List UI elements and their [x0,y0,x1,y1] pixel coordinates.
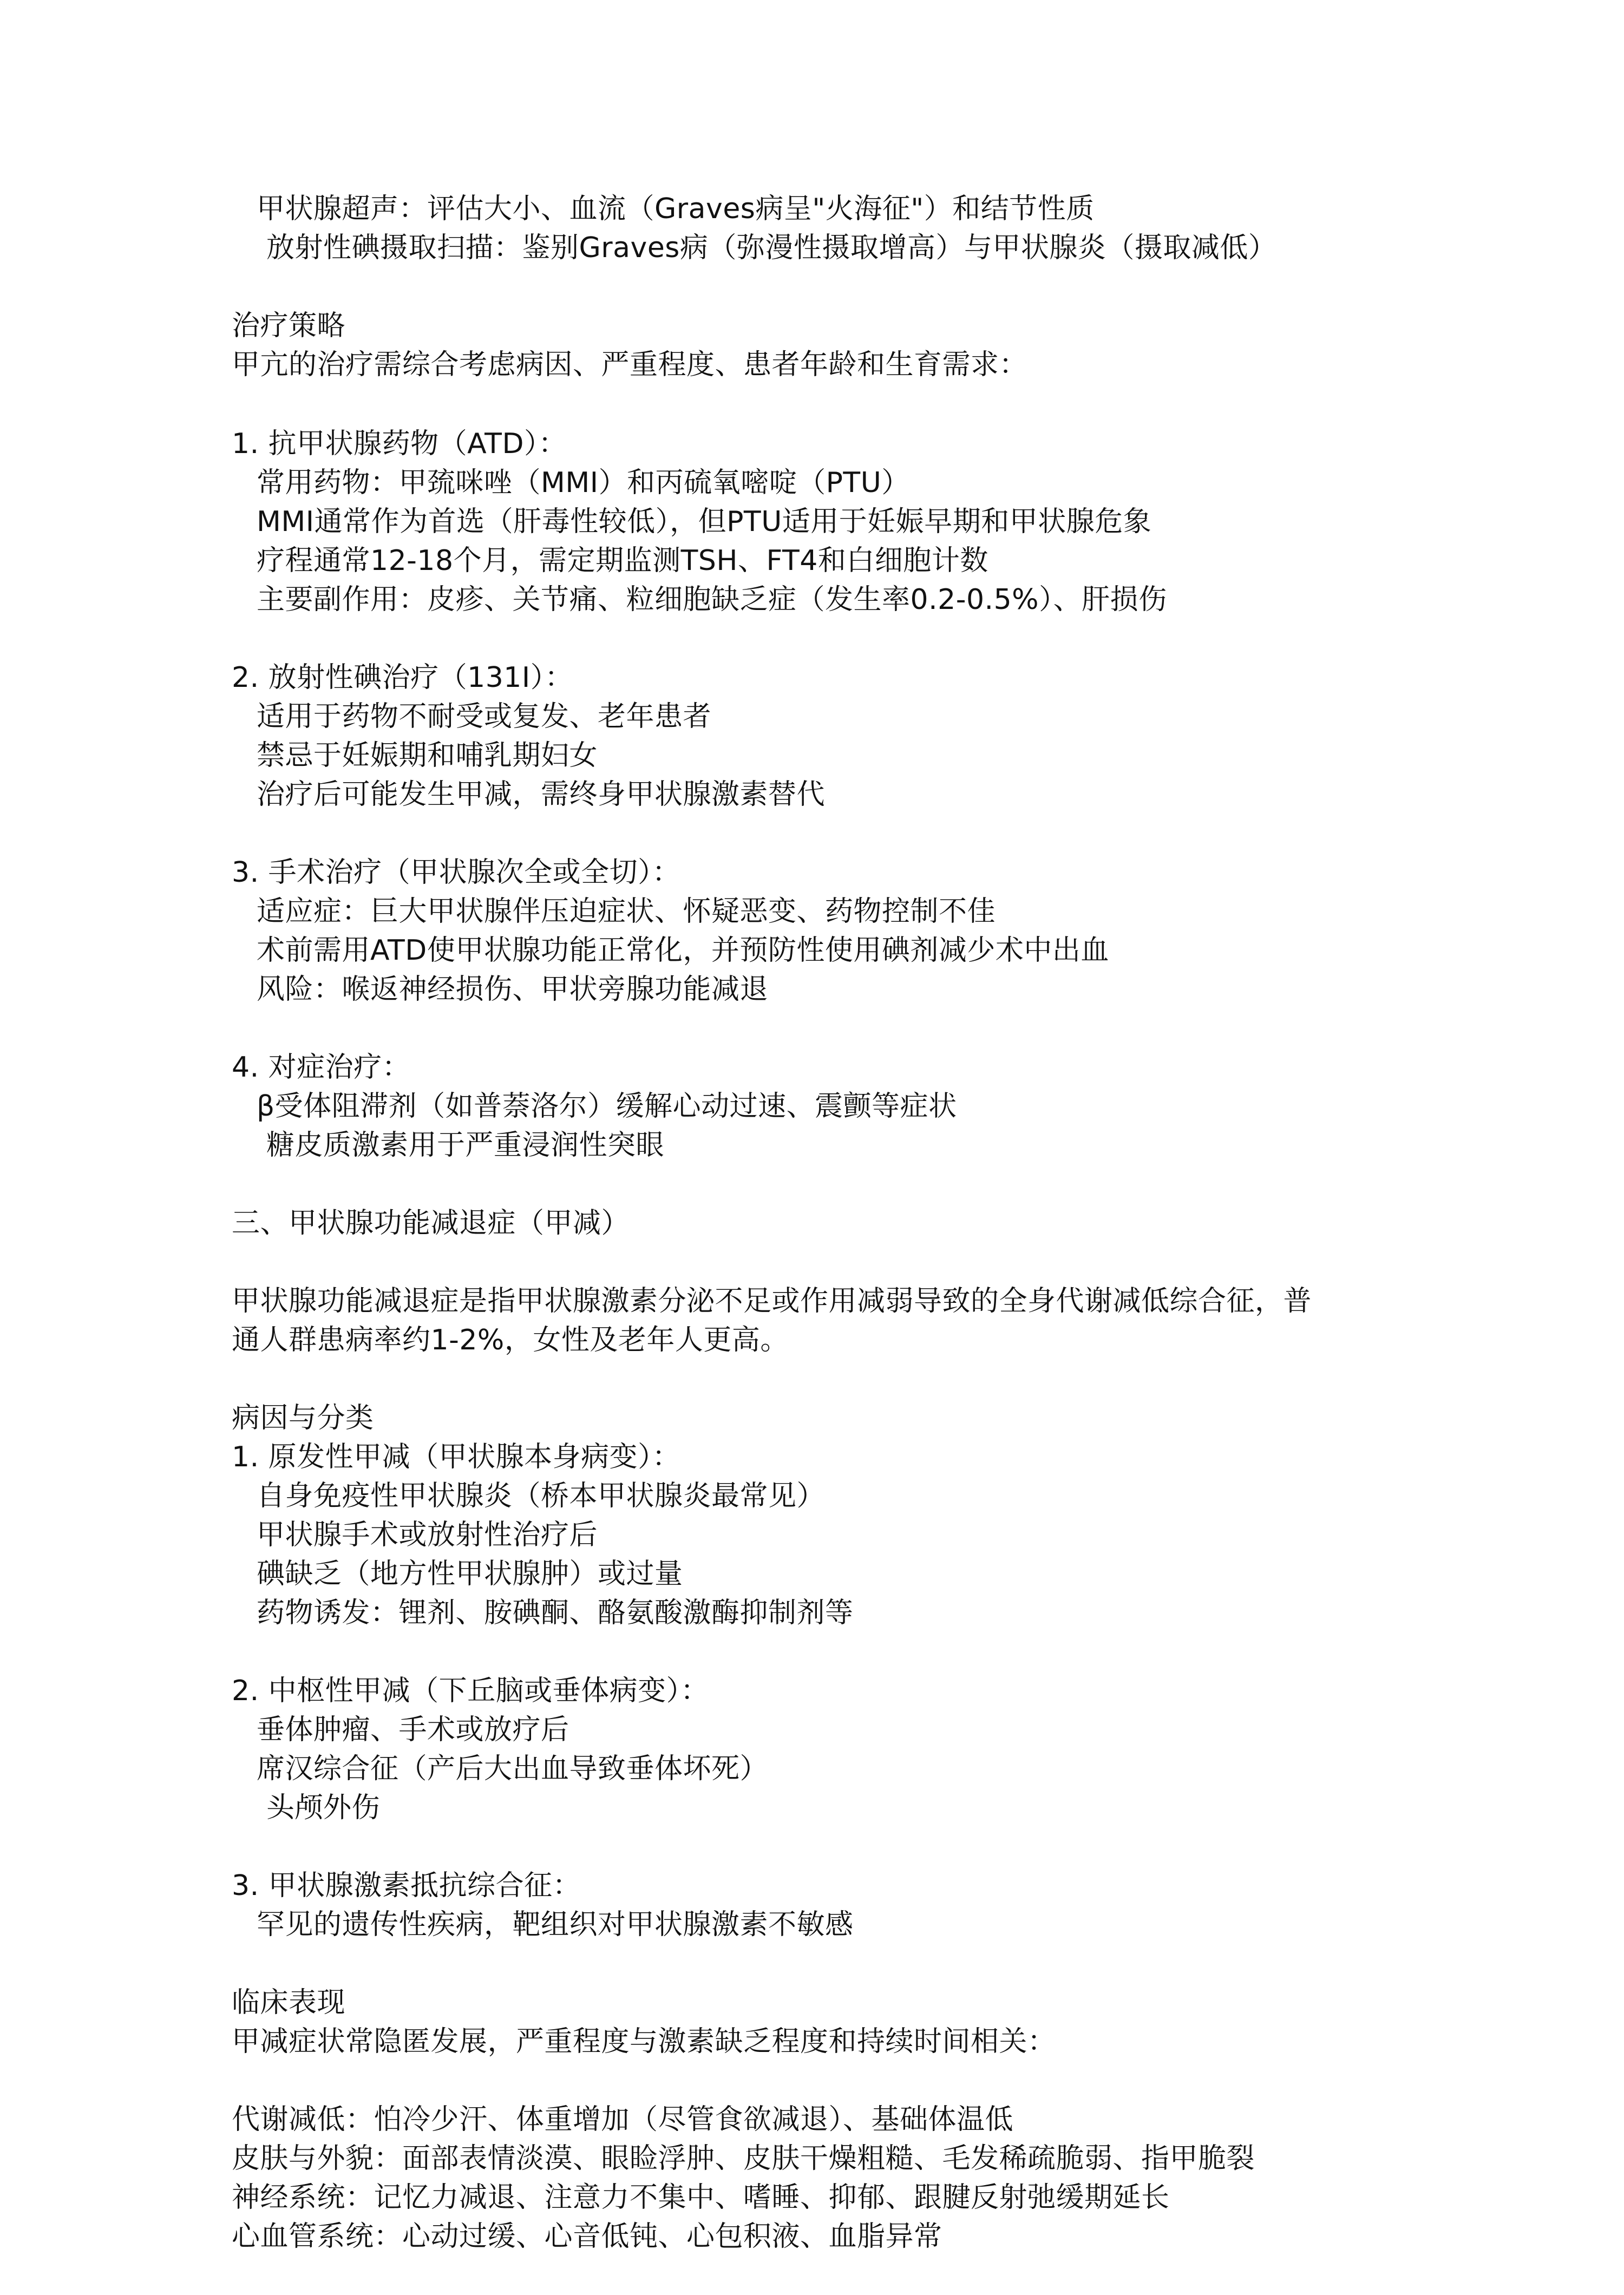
text-line: 甲状腺功能减退症是指甲状腺激素分泌不足或作用减弱导致的全身代谢减低综合征，普 [232,1285,1312,1317]
section-heading: 三、甲状腺功能减退症（甲减） [232,1207,630,1240]
list-item-heading: 1. 原发性甲减（甲状腺本身病变）： [232,1441,681,1473]
text-line: 甲减症状常隐匿发展，严重程度与激素缺乏程度和持续时间相关： [232,2025,1056,2058]
text-line: 心血管系统：心动过缓、心音低钝、心包积液、血脂异常 [232,2220,942,2253]
text-line: 席汉综合征（产后大出血导致垂体坏死） [257,1753,769,1785]
text-line: MMI通常作为首选（肝毒性较低），但PTU适用于妊娠早期和甲状腺危象 [257,506,1152,538]
text-line: 疗程通常12-18个月，需定期监测TSH、FT4和白细胞计数 [257,545,988,577]
list-item-heading: 1. 抗甲状腺药物（ATD）： [232,428,567,460]
text-line: 通人群患病率约1-2%，女性及老年人更高。 [232,1324,789,1356]
text-line: 糖皮质激素用于严重浸润性突眼 [266,1129,665,1162]
text-line: 甲亢的治疗需综合考虑病因、严重程度、患者年龄和生育需求： [232,349,1028,381]
text-line: 自身免疫性甲状腺炎（桥本甲状腺炎最常见） [257,1480,826,1512]
text-line: 垂体肿瘤、手术或放疗后 [257,1714,569,1746]
text-line: β受体阻滞剂（如普萘洛尔）缓解心动过速、震颤等症状 [257,1090,957,1123]
list-item-heading: 2. 放射性碘治疗（131I）： [232,661,573,694]
text-line: 适应症：巨大甲状腺伴压迫症状、怀疑恶变、药物控制不佳 [257,895,996,928]
section-heading: 临床表现 [232,1986,346,2019]
text-line: 皮肤与外貌：面部表情淡漠、眼睑浮肿、皮肤干燥粗糙、毛发稀疏脆弱、指甲脆裂 [232,2142,1255,2175]
text-line: 术前需用ATD使甲状腺功能正常化，并预防性使用碘剂减少术中出血 [257,934,1109,967]
text-line: 放射性碘摄取扫描：鉴别Graves病（弥漫性摄取增高）与甲状腺炎（摄取减低） [266,232,1277,264]
text-line: 甲状腺手术或放射性治疗后 [257,1519,598,1551]
list-item-heading: 3. 手术治疗（甲状腺次全或全切）： [232,856,681,889]
list-item-heading: 2. 中枢性甲减（下丘脑或垂体病变）： [232,1675,709,1707]
text-line: 神经系统：记忆力减退、注意力不集中、嗜睡、抑郁、跟腱反射弛缓期延长 [232,2181,1170,2214]
list-item-heading: 3. 甲状腺激素抵抗综合征： [232,1870,581,1902]
text-line: 头颅外伤 [266,1792,381,1824]
text-line: 常用药物：甲巯咪唑（MMI）和丙硫氧嘧啶（PTU） [257,467,910,499]
section-heading: 治疗策略 [232,310,346,342]
text-line: 适用于药物不耐受或复发、老年患者 [257,700,712,733]
text-line: 治疗后可能发生甲减，需终身甲状腺激素替代 [257,778,826,811]
text-line: 风险：喉返神经损伤、甲状旁腺功能减退 [257,973,769,1006]
text-line: 禁忌于妊娠期和哺乳期妇女 [257,739,598,772]
text-line: 药物诱发：锂剂、胺碘酮、酪氨酸激酶抑制剂等 [257,1597,854,1629]
text-line: 代谢减低：怕冷少汗、体重增加（尽管食欲减退）、基础体温低 [232,2103,1014,2136]
text-line: 罕见的遗传性疾病，靶组织对甲状腺激素不敏感 [257,1909,854,1941]
list-item-heading: 4. 对症治疗： [232,1051,411,1084]
text-line: 主要副作用：皮疹、关节痛、粒细胞缺乏症（发生率0.2-0.5%）、肝损伤 [257,583,1167,616]
text-line: 甲状腺超声：评估大小、血流（Graves病呈"火海征"）和结节性质 [257,193,1095,225]
text-line: 碘缺乏（地方性甲状腺肿）或过量 [257,1558,683,1590]
section-heading: 病因与分类 [232,1402,374,1434]
